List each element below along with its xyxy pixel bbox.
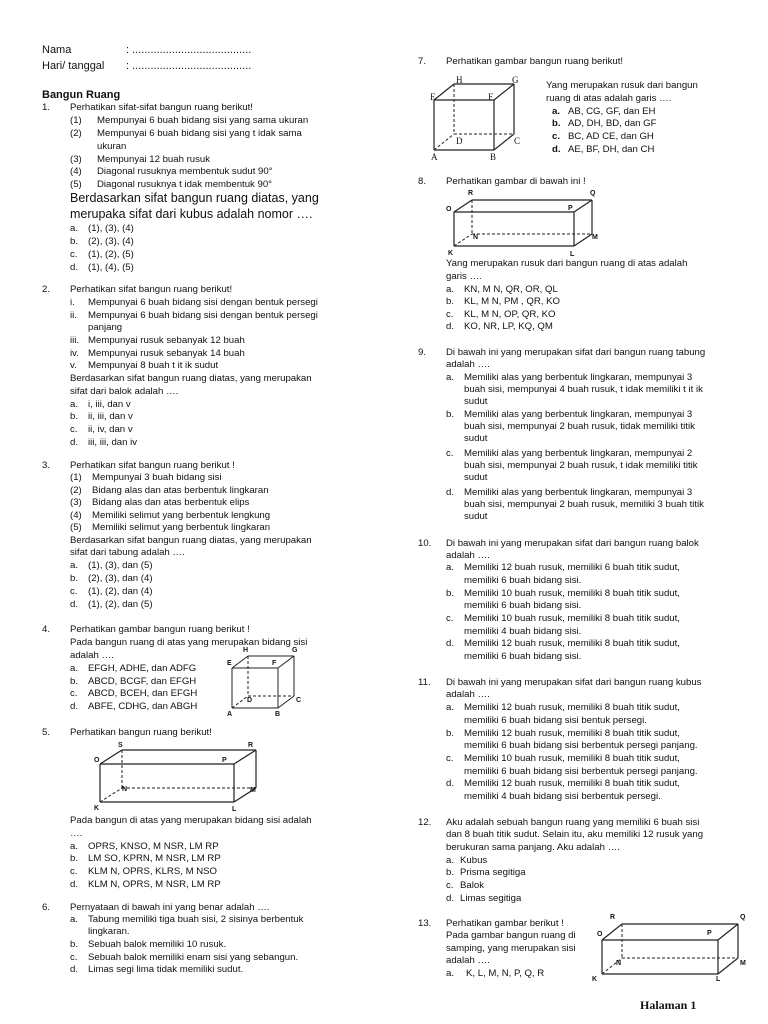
question-number: 5. bbox=[42, 727, 51, 738]
option-text: memiliki 6 buah bidang sisi. bbox=[464, 651, 582, 662]
option-key: c. bbox=[70, 688, 78, 699]
question-text: merupaka sifat dari kubus adalah nomor …. bbox=[70, 207, 313, 221]
question-text: Berdasarkan sifat bangun ruang diatas, yang merupakan bbox=[70, 373, 312, 384]
option-text: Balok bbox=[460, 880, 484, 891]
question-text: garis …. bbox=[446, 271, 482, 282]
option-key: b. bbox=[552, 118, 561, 129]
option-text: (1), (2), dan (4) bbox=[88, 586, 153, 597]
option-text: OPRS, KNSO, M NSR, LM RP bbox=[88, 841, 219, 852]
vertex-label-q: Q bbox=[590, 190, 596, 197]
vertex-label-f: F bbox=[272, 660, 277, 667]
option-text: (2), (3), dan (4) bbox=[88, 573, 153, 584]
item-key: (3) bbox=[70, 154, 82, 165]
option-key: c. bbox=[70, 586, 78, 597]
question-stem: Perhatikan sifat-sifat bangun ruang berikut! bbox=[70, 102, 253, 113]
item-key: iii. bbox=[70, 335, 80, 346]
option-text: KN, M N, QR, OR, QL bbox=[464, 284, 558, 295]
option-key: a. bbox=[70, 560, 79, 571]
item-key: ii. bbox=[70, 310, 77, 321]
question-stem: dan 8 buah titik sudut. Selain itu, aku memiliki 12 rusuk yang bbox=[446, 829, 704, 840]
option-text: buah sisi, mempunyai 2 buah rusuk, t idak memiliki titik bbox=[464, 460, 698, 471]
item-text: Memiliki selimut yang berbentuk lengkung bbox=[92, 510, 271, 521]
option-key: a. bbox=[446, 284, 455, 295]
option-text: Memiliki 12 buah rusuk, memiliki 6 buah titik sudut, bbox=[464, 562, 680, 573]
vertex-label-a: A bbox=[227, 711, 233, 718]
item-key: (1) bbox=[70, 472, 82, 483]
vertex-label-k: K bbox=[94, 805, 100, 812]
option-text: Memiliki 12 buah rusuk, memiliki 8 buah titik sudut, bbox=[464, 702, 680, 713]
item-key: (5) bbox=[70, 179, 82, 190]
question-text: adalah …. bbox=[70, 650, 114, 661]
option-key: a. bbox=[446, 562, 455, 573]
question-stem: Di bawah ini yang merupakan sifat dari bangun ruang kubus bbox=[446, 677, 702, 688]
item-text: Mempunyai rusuk sebanyak 12 buah bbox=[88, 335, 245, 346]
item-text: Mempunyai 8 buah t it ik sudut bbox=[88, 360, 219, 371]
option-key: d. bbox=[446, 321, 455, 332]
question-number: 8. bbox=[418, 176, 427, 187]
vertex-label-e: E bbox=[430, 92, 436, 102]
option-key: a. bbox=[552, 106, 561, 117]
vertex-label-r: R bbox=[610, 914, 616, 921]
question-stem: Perhatikan sifat bangun ruang berikut! bbox=[70, 284, 233, 295]
item-text: Mempunyai 12 buah rusuk bbox=[97, 154, 211, 165]
option-text: memiliki 6 buah bidang sisi berbentuk persegi panjang. bbox=[464, 766, 698, 777]
item-text: Mempunyai 6 buah bidang sisi dengan bentuk persegi bbox=[88, 297, 318, 308]
option-text: KL, M N, OP, QR, KO bbox=[464, 309, 556, 320]
item-key: v. bbox=[70, 360, 77, 371]
option-key: a. bbox=[70, 841, 79, 852]
question-stem: samping, yang merupakan sisi bbox=[446, 943, 576, 954]
item-text: Mempunyai 6 buah bidang sisi yang t idak sama bbox=[97, 128, 302, 139]
vertex-label-d: D bbox=[456, 136, 463, 146]
vertex-label-h: H bbox=[243, 647, 249, 654]
cuboid-figure-q8 bbox=[448, 194, 598, 252]
option-key: a. bbox=[446, 702, 455, 713]
option-text: Memiliki 10 buah rusuk, memiliki 8 buah titik sudut, bbox=[464, 613, 680, 624]
option-text: buah sisi, mempunyai 2 buah rusuk, memiliki 3 buah titik bbox=[464, 499, 704, 510]
question-text: Pada bangun ruang di atas yang merupakan bidang sisi bbox=[70, 637, 308, 648]
vertex-label-l: L bbox=[716, 976, 721, 983]
option-key: b. bbox=[70, 573, 79, 584]
option-key: a. bbox=[70, 399, 79, 410]
option-key: d. bbox=[446, 893, 455, 904]
option-text: KO, NR, LP, KQ, QM bbox=[464, 321, 553, 332]
question-text: ruang di atas adalah garis …. bbox=[546, 93, 672, 104]
option-key: d. bbox=[446, 487, 455, 498]
vertex-label-n: N bbox=[122, 786, 128, 793]
option-key: b. bbox=[70, 236, 79, 247]
item-text: ukuran bbox=[97, 141, 127, 152]
vertex-label-e: E bbox=[227, 660, 232, 667]
option-text: Sebuah balok memiliki 10 rusuk. bbox=[88, 939, 227, 950]
question-stem: adalah …. bbox=[446, 550, 490, 561]
option-text: Memiliki alas yang berbentuk lingkaran, mempunyai 3 bbox=[464, 372, 693, 383]
question-number: 6. bbox=[42, 902, 51, 913]
option-text: KLM N, OPRS, M NSR, LM RP bbox=[88, 879, 221, 890]
question-number: 12. bbox=[418, 817, 432, 828]
question-number: 13. bbox=[418, 918, 432, 929]
option-text: Memiliki alas yang berbentuk lingkaran, mempunyai 3 bbox=[464, 409, 693, 420]
option-text: Limas segi lima tidak memiliki sudut. bbox=[88, 964, 244, 975]
vertex-label-n: N bbox=[616, 960, 622, 967]
vertex-label-q: Q bbox=[740, 914, 746, 921]
option-text: sudut bbox=[464, 511, 488, 522]
vertex-label-m: M bbox=[250, 787, 256, 794]
option-text: (1), (3), dan (5) bbox=[88, 560, 153, 571]
option-key: c. bbox=[446, 613, 454, 624]
item-text: Bidang alas dan atas berbentuk elips bbox=[92, 497, 250, 508]
option-text: memiliki 6 buah bidang sisi. bbox=[464, 600, 582, 611]
hari-tanggal-label: Hari/ tanggal bbox=[42, 60, 105, 72]
vertex-label-o: O bbox=[446, 206, 452, 213]
question-stem: Pada gambar bangun ruang di bbox=[446, 930, 576, 941]
option-key: d. bbox=[70, 964, 79, 975]
vertex-label-a: A bbox=[431, 152, 438, 162]
option-key: d. bbox=[70, 262, 79, 273]
item-key: i. bbox=[70, 297, 75, 308]
question-text: Berdasarkan sifat bangun ruang diatas, yang bbox=[70, 191, 319, 205]
question-stem: berukuran sama panjang. Aku adalah …. bbox=[446, 842, 620, 853]
option-text: Memiliki 10 buah rusuk, memiliki 8 buah titik sudut, bbox=[464, 588, 680, 599]
vertex-label-s: S bbox=[118, 742, 123, 749]
option-text: (1), (2), dan (5) bbox=[88, 599, 153, 610]
question-text: Yang merupakan rusuk dari bangun bbox=[546, 80, 698, 91]
option-text: Sebuah balok memiliki enam sisi yang sebangun. bbox=[88, 952, 299, 963]
option-text: (1), (2), (5) bbox=[88, 249, 134, 260]
item-text: Mempunyai rusuk sebanyak 14 buah bbox=[88, 348, 245, 359]
vertex-label-p: P bbox=[222, 757, 227, 764]
question-number: 7. bbox=[418, 56, 427, 67]
option-text: Memiliki 12 buah rusuk, memiliki 8 buah titik sudut, bbox=[464, 638, 680, 649]
question-text: Yang merupakan rusuk dari bangun ruang di atas adalah bbox=[446, 258, 688, 269]
option-text: LM SO, KPRN, M NSR, LM RP bbox=[88, 853, 221, 864]
option-text: sudut bbox=[464, 396, 488, 407]
question-text: Pada bangun di atas yang merupakan bidang sisi adalah bbox=[70, 815, 312, 826]
vertex-label-h: H bbox=[456, 75, 463, 85]
option-key: d. bbox=[446, 638, 455, 649]
question-stem: Di bawah ini yang merupakan sifat dari bangun ruang tabung bbox=[446, 347, 706, 358]
question-stem: Pernyataan di bawah ini yang benar adalah …. bbox=[70, 902, 270, 913]
vertex-label-m: M bbox=[740, 960, 746, 967]
hari-tanggal-field: : ....................................... bbox=[126, 60, 252, 72]
option-key: c. bbox=[552, 131, 561, 142]
option-text: Memiliki 12 buah rusuk, memiliki 8 buah titik sudut, bbox=[464, 728, 680, 739]
option-text: BC, AD CE, dan GH bbox=[568, 131, 654, 142]
item-key: (2) bbox=[70, 485, 82, 496]
option-text: Memiliki alas yang berbentuk lingkaran, mempunyai 3 bbox=[464, 487, 693, 498]
item-text: Mempunyai 6 buah bidang sisi yang sama ukuran bbox=[97, 115, 309, 126]
question-number: 2. bbox=[42, 284, 51, 295]
page-number: Halaman 1 bbox=[640, 998, 697, 1012]
question-text: Berdasarkan sifat bangun ruang diatas, yang merupakan bbox=[70, 535, 312, 546]
option-key: b. bbox=[70, 853, 79, 864]
option-key: a. bbox=[446, 968, 455, 979]
vertex-label-c: C bbox=[514, 136, 521, 146]
option-key: b. bbox=[70, 939, 79, 950]
item-key: (3) bbox=[70, 497, 82, 508]
option-key: b. bbox=[446, 867, 455, 878]
option-text: buah sisi, mempunyai 4 buah rusuk, t idak memiliki t it ik bbox=[464, 384, 703, 395]
question-number: 11. bbox=[418, 677, 431, 688]
option-text: ABFE, CDHG, dan ABGH bbox=[88, 701, 198, 712]
vertex-label-k: K bbox=[448, 250, 454, 257]
option-key: c. bbox=[70, 424, 78, 435]
option-text: AD, DH, BD, dan GF bbox=[568, 118, 657, 129]
question-text: sifat dari tabung adalah …. bbox=[70, 547, 185, 558]
item-text: Mempunyai 6 buah bidang sisi dengan bentuk persegi bbox=[88, 310, 318, 321]
option-text: KL, M N, PM , QR, KO bbox=[464, 296, 560, 307]
nama-field: : ....................................... bbox=[126, 44, 252, 56]
option-key: d. bbox=[70, 701, 79, 712]
question-number: 4. bbox=[42, 624, 51, 635]
option-key: c. bbox=[446, 753, 454, 764]
cuboid-figure-q13 bbox=[596, 918, 746, 982]
option-key: b. bbox=[446, 588, 455, 599]
option-key: d. bbox=[70, 599, 79, 610]
item-text: Diagonal rusuknya t idak membentuk 90° bbox=[97, 179, 273, 190]
option-text: ii, iii, dan v bbox=[88, 411, 133, 422]
cuboid-figure-q5 bbox=[94, 744, 264, 808]
vertex-label-b: B bbox=[275, 711, 281, 718]
question-stem: Perhatikan sifat bangun ruang berikut ! bbox=[70, 460, 235, 471]
vertex-label-r: R bbox=[468, 190, 474, 197]
question-stem: adalah …. bbox=[446, 955, 490, 966]
question-number: 9. bbox=[418, 347, 427, 358]
vertex-label-m: M bbox=[592, 234, 598, 241]
option-key: c. bbox=[70, 952, 78, 963]
option-text: EFGH, ADHE, dan ADFG bbox=[88, 663, 197, 674]
option-text: Memiliki 10 buah rusuk, memiliki 8 buah titik sudut, bbox=[464, 753, 680, 764]
option-key: a. bbox=[70, 223, 79, 234]
cube-figure-q4 bbox=[226, 648, 308, 716]
option-text: iii, iii, dan iv bbox=[88, 437, 138, 448]
option-key: b. bbox=[446, 296, 455, 307]
option-key: a. bbox=[446, 855, 455, 866]
option-key: a. bbox=[70, 663, 79, 674]
option-key: d. bbox=[552, 144, 561, 155]
vertex-label-o: O bbox=[597, 931, 603, 938]
option-text: K, L, M, N, P, Q, R bbox=[466, 968, 545, 979]
vertex-label-g: G bbox=[292, 647, 298, 654]
question-stem: Perhatikan gambar berikut ! bbox=[446, 918, 564, 929]
option-text: (1), (4), (5) bbox=[88, 262, 134, 273]
option-key: c. bbox=[446, 880, 454, 891]
option-text: ii, iv, dan v bbox=[88, 424, 133, 435]
vertex-label-n: N bbox=[473, 234, 479, 241]
option-text: (2), (3), (4) bbox=[88, 236, 134, 247]
option-key: a. bbox=[70, 914, 79, 925]
option-text: memiliki 4 buah bidang sisi. bbox=[464, 626, 582, 637]
option-text: i, iii, dan v bbox=[88, 399, 131, 410]
vertex-label-p: P bbox=[707, 930, 712, 937]
option-text: Kubus bbox=[460, 855, 488, 866]
vertex-label-c: C bbox=[296, 697, 302, 704]
option-key: d. bbox=[446, 778, 455, 789]
question-stem: adalah …. bbox=[446, 359, 490, 370]
item-key: (1) bbox=[70, 115, 82, 126]
vertex-label-l: L bbox=[232, 806, 237, 813]
option-key: b. bbox=[70, 676, 79, 687]
item-key: (4) bbox=[70, 510, 82, 521]
vertex-label-r: R bbox=[248, 742, 254, 749]
item-text: panjang bbox=[88, 322, 123, 333]
question-stem: Perhatikan gambar di bawah ini ! bbox=[446, 176, 586, 187]
option-text: Memiliki alas yang berbentuk lingkaran, mempunyai 2 bbox=[464, 448, 693, 459]
question-stem: Aku adalah sebuah bangun ruang yang memiliki 6 buah sisi bbox=[446, 817, 700, 828]
vertex-label-k: K bbox=[592, 976, 598, 983]
option-key: b. bbox=[70, 411, 79, 422]
option-text: (1), (3), (4) bbox=[88, 223, 134, 234]
option-text: memiliki 6 buah bidang sisi berbentuk persegi panjang. bbox=[464, 740, 698, 751]
question-number: 3. bbox=[42, 460, 51, 471]
cube-figure-q7 bbox=[428, 76, 528, 160]
option-text: ABCD, BCEH, dan EFGH bbox=[88, 688, 198, 699]
option-text: AE, BF, DH, dan CH bbox=[568, 144, 655, 155]
option-text: memiliki 4 buah bidang sisi berbentuk persegi. bbox=[464, 791, 661, 802]
option-text: sudut bbox=[464, 433, 488, 444]
option-key: c. bbox=[446, 448, 454, 459]
option-text: Limas segitiga bbox=[460, 893, 522, 904]
option-text: KLM N, OPRS, KLRS, M NSO bbox=[88, 866, 218, 877]
vertex-label-b: B bbox=[490, 152, 497, 162]
question-stem: Perhatikan gambar bangun ruang berikut! bbox=[446, 56, 624, 67]
item-key: (5) bbox=[70, 522, 82, 533]
vertex-label-o: O bbox=[94, 757, 100, 764]
vertex-label-l: L bbox=[570, 251, 575, 258]
question-stem: Di bawah ini yang merupakan sifat dari bangun ruang balok bbox=[446, 538, 699, 549]
option-text: AB, CG, GF, dan EH bbox=[568, 106, 656, 117]
option-key: c. bbox=[446, 309, 454, 320]
item-key: (2) bbox=[70, 128, 82, 139]
option-text: Memiliki 12 buah rusuk, memiliki 8 buah titik sudut, bbox=[464, 778, 680, 789]
option-key: c. bbox=[70, 866, 78, 877]
vertex-label-f: F bbox=[488, 92, 494, 102]
option-key: b. bbox=[446, 409, 455, 420]
vertex-label-g: G bbox=[512, 75, 519, 85]
option-text: memiliki 6 buah bidang sisi. bbox=[464, 575, 582, 586]
vertex-label-p: P bbox=[568, 205, 573, 212]
question-stem: Perhatikan gambar bangun ruang berikut ! bbox=[70, 624, 250, 635]
item-key: (4) bbox=[70, 166, 82, 177]
option-key: b. bbox=[446, 728, 455, 739]
nama-label: Nama bbox=[42, 44, 72, 56]
question-stem: adalah …. bbox=[446, 689, 490, 700]
item-text: Mempunyai 3 buah bidang sisi bbox=[92, 472, 222, 483]
item-text: Bidang alas dan atas berbentuk lingkaran bbox=[92, 485, 269, 496]
option-text: memiliki 6 buah bidang sisi bentuk persegi. bbox=[464, 715, 647, 726]
item-key: iv. bbox=[70, 348, 79, 359]
option-key: a. bbox=[446, 372, 455, 383]
item-text: Memiliki selimut yang berbentuk lingkaran bbox=[92, 522, 271, 533]
option-key: c. bbox=[70, 249, 78, 260]
option-text: ABCD, BCGF, dan EFGH bbox=[88, 676, 197, 687]
option-key: d. bbox=[70, 879, 79, 890]
question-text: sifat dari balok adalah …. bbox=[70, 386, 179, 397]
section-title: Bangun Ruang bbox=[42, 89, 121, 101]
question-number: 1. bbox=[42, 102, 51, 113]
option-text: buah sisi, mempunyai 2 buah rusuk, tidak memiliki titik bbox=[464, 421, 695, 432]
option-text: Prisma segitiga bbox=[460, 867, 526, 878]
item-text: Diagonal rusuknya membentuk sudut 90° bbox=[97, 166, 273, 177]
vertex-label-d: D bbox=[247, 697, 253, 704]
question-stem: Perhatikan bangun ruang berikut! bbox=[70, 727, 212, 738]
option-key: d. bbox=[70, 437, 79, 448]
question-text: …. bbox=[70, 828, 83, 839]
option-text: lingkaran. bbox=[88, 926, 130, 937]
option-text: sudut bbox=[464, 472, 488, 483]
option-text: Tabung memiliki tiga buah sisi, 2 sisinya berbentuk bbox=[88, 914, 304, 925]
question-number: 10. bbox=[418, 538, 432, 549]
